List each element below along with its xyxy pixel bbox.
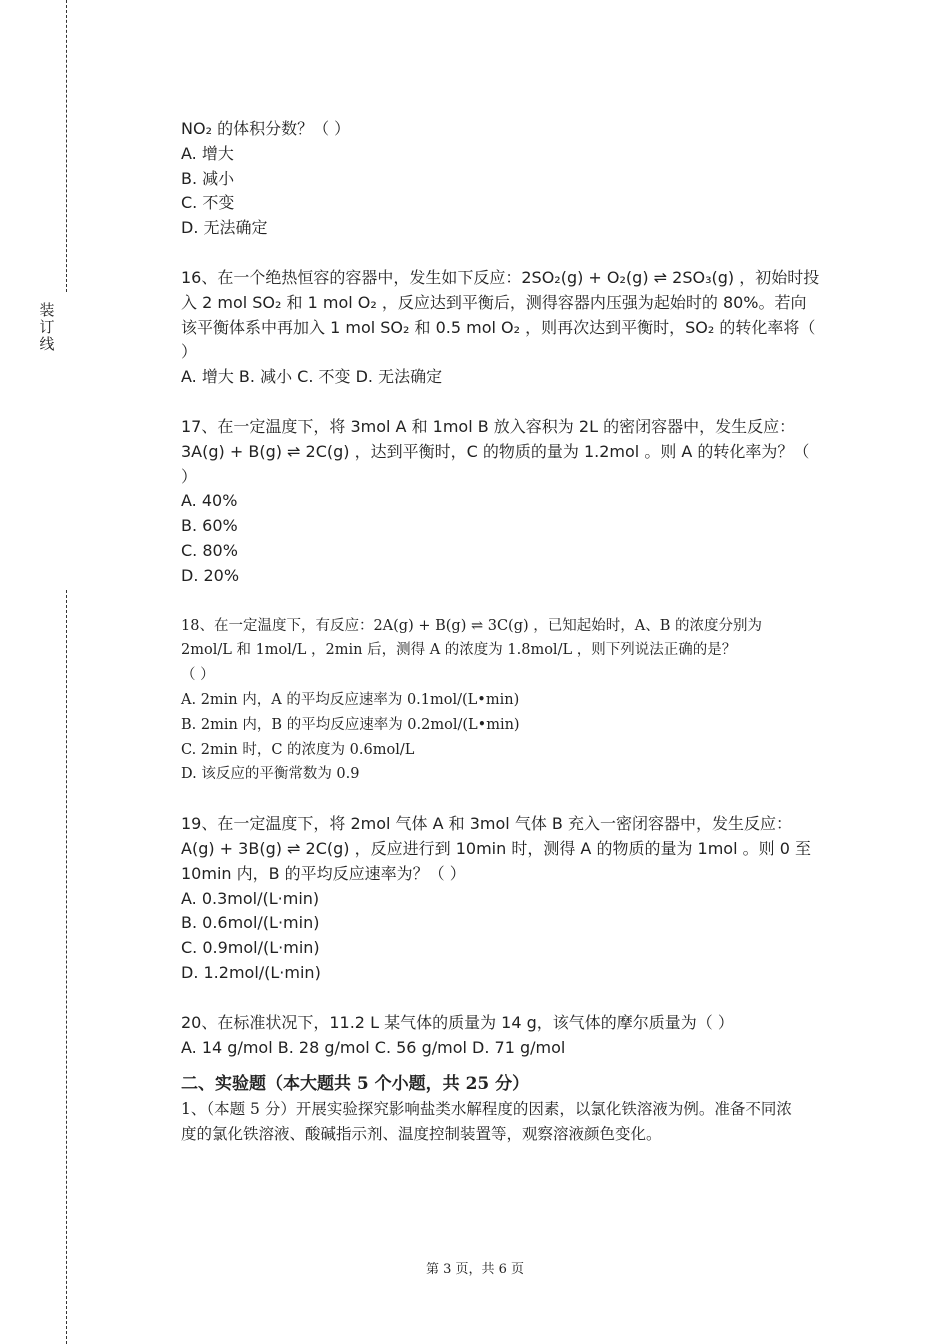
question-stem-line: 18、在一定温度下，有反应：2A(g) + B(g) ⇌ 3C(g) ，已知起始时，A、B 的浓度分别为: [181, 617, 762, 634]
binding-label: [37, 302, 57, 353]
option-c: C. 80%: [181, 540, 238, 560]
option-b: B. 减小: [181, 168, 235, 188]
binding-char: 线: [39, 335, 55, 353]
option-a: A. 增大: [181, 143, 234, 163]
option-a: A. 40%: [181, 491, 238, 511]
question-stem-line: 1、（本题 5 分）开展实验探究影响盐类水解程度的因素，以氯化铁溶液为例。准备不同浓: [181, 1100, 792, 1119]
question-stem-line: 16、在一个绝热恒容的容器中，发生如下反应：2SO₂(g) + O₂(g) ⇌ 2SO₃(g) ，初始时投: [181, 267, 820, 287]
options-line: A. 增大 B. 减小 C. 不变 D. 无法确定: [181, 367, 443, 387]
question-15-tail: [181, 117, 841, 241]
option-c: C. 2min 时，C 的浓度为 0.6mol/L: [181, 741, 415, 758]
question-stem-line: 2mol/L 和 1mol/L ，2min 后，测得 A 的浓度为 1.8mol/L ，则下列说法正确的是？: [181, 642, 737, 659]
option-c: C. 0.9mol/(L·min): [181, 938, 320, 958]
binding-line-bottom: [66, 590, 67, 1344]
question-stem-line: 度的氯化铁溶液、酸碱指示剂、温度控制装置等，观察溶液颜色变化。: [181, 1125, 662, 1144]
question-18: [181, 614, 841, 788]
question-stem-line: ）: [181, 342, 198, 362]
question-stem: NO₂ 的体积分数？（ ）: [181, 119, 351, 138]
option-d: D. 无法确定: [181, 218, 268, 238]
question-19: [181, 812, 841, 986]
question-stem-line: ）: [181, 466, 198, 486]
section-title: 二、实验题（本大题共 5 个小题，共 25 分）: [181, 1074, 530, 1095]
question-16: [181, 266, 841, 390]
option-b: B. 0.6mol/(L·min): [181, 913, 320, 933]
option-d: D. 1.2mol/(L·min): [181, 962, 321, 982]
question-stem-line: 19、在一定温度下，将 2mol 气体 A 和 3mol 气体 B 充入一密闭容器中，发生反应：: [181, 814, 792, 834]
option-b: B. 60%: [181, 516, 238, 536]
option-a: A. 2min 内，A 的平均反应速率为 0.1mol/(L•min): [181, 691, 520, 708]
question-stem: 20、在标准状况下，11.2 L 某气体的质量为 14 g，该气体的摩尔质量为（ ）: [181, 1012, 734, 1032]
page-content: [181, 117, 841, 1147]
option-d: D. 该反应的平衡常数为 0.9: [181, 766, 360, 783]
question-stem-line: 17、在一定温度下，将 3mol A 和 1mol B 放入容积为 2L 的密闭容器中，发生反应：: [181, 416, 796, 436]
question-stem-line: 该平衡体系中再加入 1 mol SO₂ 和 0.5 mol O₂ ，则再次达到平衡时，SO₂ 的转化率将（: [181, 317, 816, 337]
options-line: A. 14 g/mol B. 28 g/mol C. 56 g/mol D. 71 g/mol: [181, 1037, 566, 1057]
experiment-question-1: [181, 1097, 841, 1147]
question-stem-line: （ ）: [181, 667, 215, 684]
binding-line-top: [66, 0, 67, 292]
option-a: A. 0.3mol/(L·min): [181, 888, 320, 908]
question-20: [181, 1011, 841, 1061]
question-stem-line: 3A(g) + B(g) ⇌ 2C(g) ，达到平衡时，C 的物质的量为 1.2mol 。则 A 的转化率为？（: [181, 441, 810, 461]
question-stem-line: 10min 内，B 的平均反应速率为？（ ）: [181, 863, 466, 883]
question-17: [181, 415, 841, 589]
question-stem-line: 入 2 mol SO₂ 和 1 mol O₂ ，反应达到平衡后，测得容器内压强为起始时的 80%。若向: [181, 292, 807, 312]
page-number: 第 3 页，共 6 页: [425, 1262, 525, 1277]
question-stem-line: A(g) + 3B(g) ⇌ 2C(g) ，反应进行到 10min 时，测得 A 的物质的量为 1mol 。则 0 至: [181, 838, 811, 858]
option-b: B. 2min 内，B 的平均反应速率为 0.2mol/(L•min): [181, 716, 520, 733]
binding-char: 装: [39, 301, 55, 319]
binding-char: 订: [39, 318, 55, 336]
option-d: D. 20%: [181, 565, 240, 585]
option-c: C. 不变: [181, 193, 235, 213]
